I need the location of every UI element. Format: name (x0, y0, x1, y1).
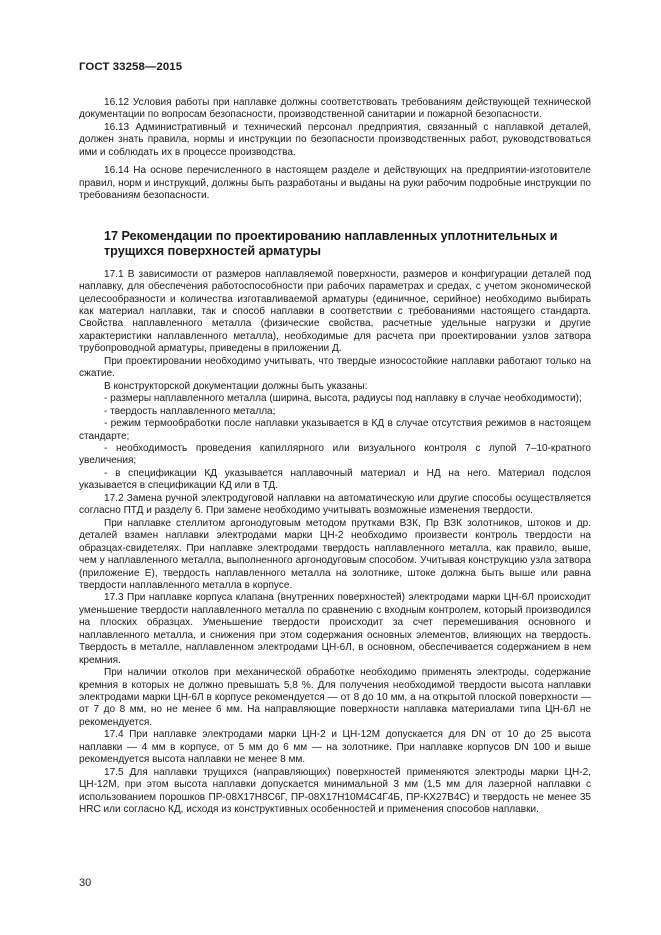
paragraph-17-2: 17.2 Замена ручной электродуговой наплавки на автоматическую или другие способы осуществляется согласно ПТД и разделу 6. При замене необходимо учитывать возможные изменения твердости. (79, 492, 591, 517)
paragraph-16-13: 16.13 Административный и технический персонал предприятия, связанный с наплавкой деталей, должен знать правила, нормы и инструкции по безопасности производственных работ, руководствоваться ими и соблюдать их в процессе производства. (79, 121, 591, 158)
list-item-specification: - в спецификации КД указывается наплавочный материал и НД на него. Материал подслоя указывается в спецификации КД или в ТД. (79, 467, 591, 492)
paragraph-kd-requirements-intro: В конструкторской документации должны быть указаны: (104, 380, 368, 392)
paragraph-16-14: 16.14 На основе перечисленного в настоящем разделе и действующих на предприятии-изготовителе правил, норм и инструкций, должны быть разработаны и выданы на руки рабочим подробные инструкции по требованиям безопасности. (79, 165, 591, 202)
list-item-hardness: - твердость наплавленного металла; (104, 405, 276, 417)
paragraph-17-1: 17.1 В зависимости от размеров наплавляемой поверхности, размеров и конфигурации деталей под наплавку, для обеспечения работоспособности при рабочих параметрах и средах, с учетом экономической целесообразности и количества изготавливаемой арматуры (единичное, серийное) необходимо выбирать как материал наплавки, так и способ наплавки в соответствии с требованиями настоящего стандарта. Свойства наплавленного металла (физические свойства, расчетные удельные нагрузки и другие характеристики наплавленного металла), необходимые для расчета при проектировании узлов затвора трубопроводной арматуры, приведены в приложении Д. (79, 268, 591, 355)
paragraph-compression-note: При проектировании необходимо учитывать, что твердые износостойкие наплавки работают только на сжатие. (79, 355, 591, 380)
list-item-inspection: - необходимость проведения капиллярного или визуального контроля с лупой 7–10-кратного увеличения; (79, 442, 591, 467)
paragraph-stellite-note: При наплавке стеллитом аргонодуговым методом прутками ВЗК, Пр ВЗК золотников, штоков и др. деталей взамен наплавки электродами марки ЦН-2 необходимо произвести контроль твердости на образцах-свидетелях. При наплавке электродами твердость наплавленного металла, как правило, выше, чем у наплавленного металла, выполненного аргонодуговым способом. Учитывая конструкцию узла затвора (приложение Е), твердость наплавленного металла на золотнике, штоке должна быть выше или равна твердости наплавленного металла в корпусе. (79, 517, 591, 591)
standard-code-header: ГОСТ 33258—2015 (79, 61, 183, 73)
section-17-heading: 17 Рекомендации по проектированию наплавленных уплотнительных и трущихся поверхностей арматуры (104, 228, 558, 258)
paragraph-17-3: 17.3 При наплавке корпуса клапана (внутренних поверхностей) электродами марки ЦН-6Л происходит уменьшение твердости наплавленного металла по сравнению с входным контролем, который производился на плоских образцах. Уменьшение твердости происходит за счет перемешивания основного и наплавленного металла, и снижения при этом содержания основных элементов, влияющих на твердость. Твердость в металле, наплавленном электродами ЦН-6Л, в основном, обеспечивается содержанием в нем кремния. (79, 592, 591, 666)
paragraph-17-5: 17.5 Для наплавки трущихся (направляющих) поверхностей применяются электроды марки ЦН-2, ЦН-12М, при этом высота наплавки допускается минимальной 3 мм (1,5 мм для лазерной наплавки с использованием порошков ПР-08Х17Н8С6Г, ПР-08Х17Н10М4С4Г4Б, ПР-КХ27В4С) и твердость не менее 35 HRC или согласно КД, исходя из конструктивных особенностей и применения способов наплавки. (79, 766, 591, 816)
list-item-heat-treatment: - режим термообработки после наплавки указывается в КД в случае отсутствия режимов в настоящем стандарте; (79, 418, 591, 442)
paragraph-17-4: 17.4 При наплавке электродами марки ЦН-2 и ЦН-12М допускается для DN от 10 до 25 высота наплавки — 4 мм в корпусе, от 5 мм до 6 мм — на золотнике. При наплавке корпусов DN 100 и выше рекомендуется высота наплавки не менее 8 мм. (79, 729, 591, 766)
paragraph-16-12: 16.12 Условия работы при наплавке должны соответствовать требованиям действующей технической документации по вопросам безопасности, производственной санитарии и пожарной безопасности. (79, 97, 591, 121)
paragraph-chipping-note: При наличии отколов при механической обработке необходимо применять электроды, содержание кремния в которых не должно превышать 5,8 %. Для получения необходимой твердости высота наплавки электродами марки ЦН-6Л в корпусе рекомендуется — от 8 до 10 мм, а на открытой плоской поверхности — от 7 до 8 мм, но не менее 6 мм. На направляющие поверхности наплавка материалами типа ЦН-6Л не рекомендуется. (79, 667, 591, 728)
page-number: 30 (79, 877, 92, 889)
page-body (79, 97, 591, 817)
list-item-dimensions: - размеры наплавленного металла (ширина, высота, радиусы под наплавку в случае необходимости); (104, 393, 582, 405)
